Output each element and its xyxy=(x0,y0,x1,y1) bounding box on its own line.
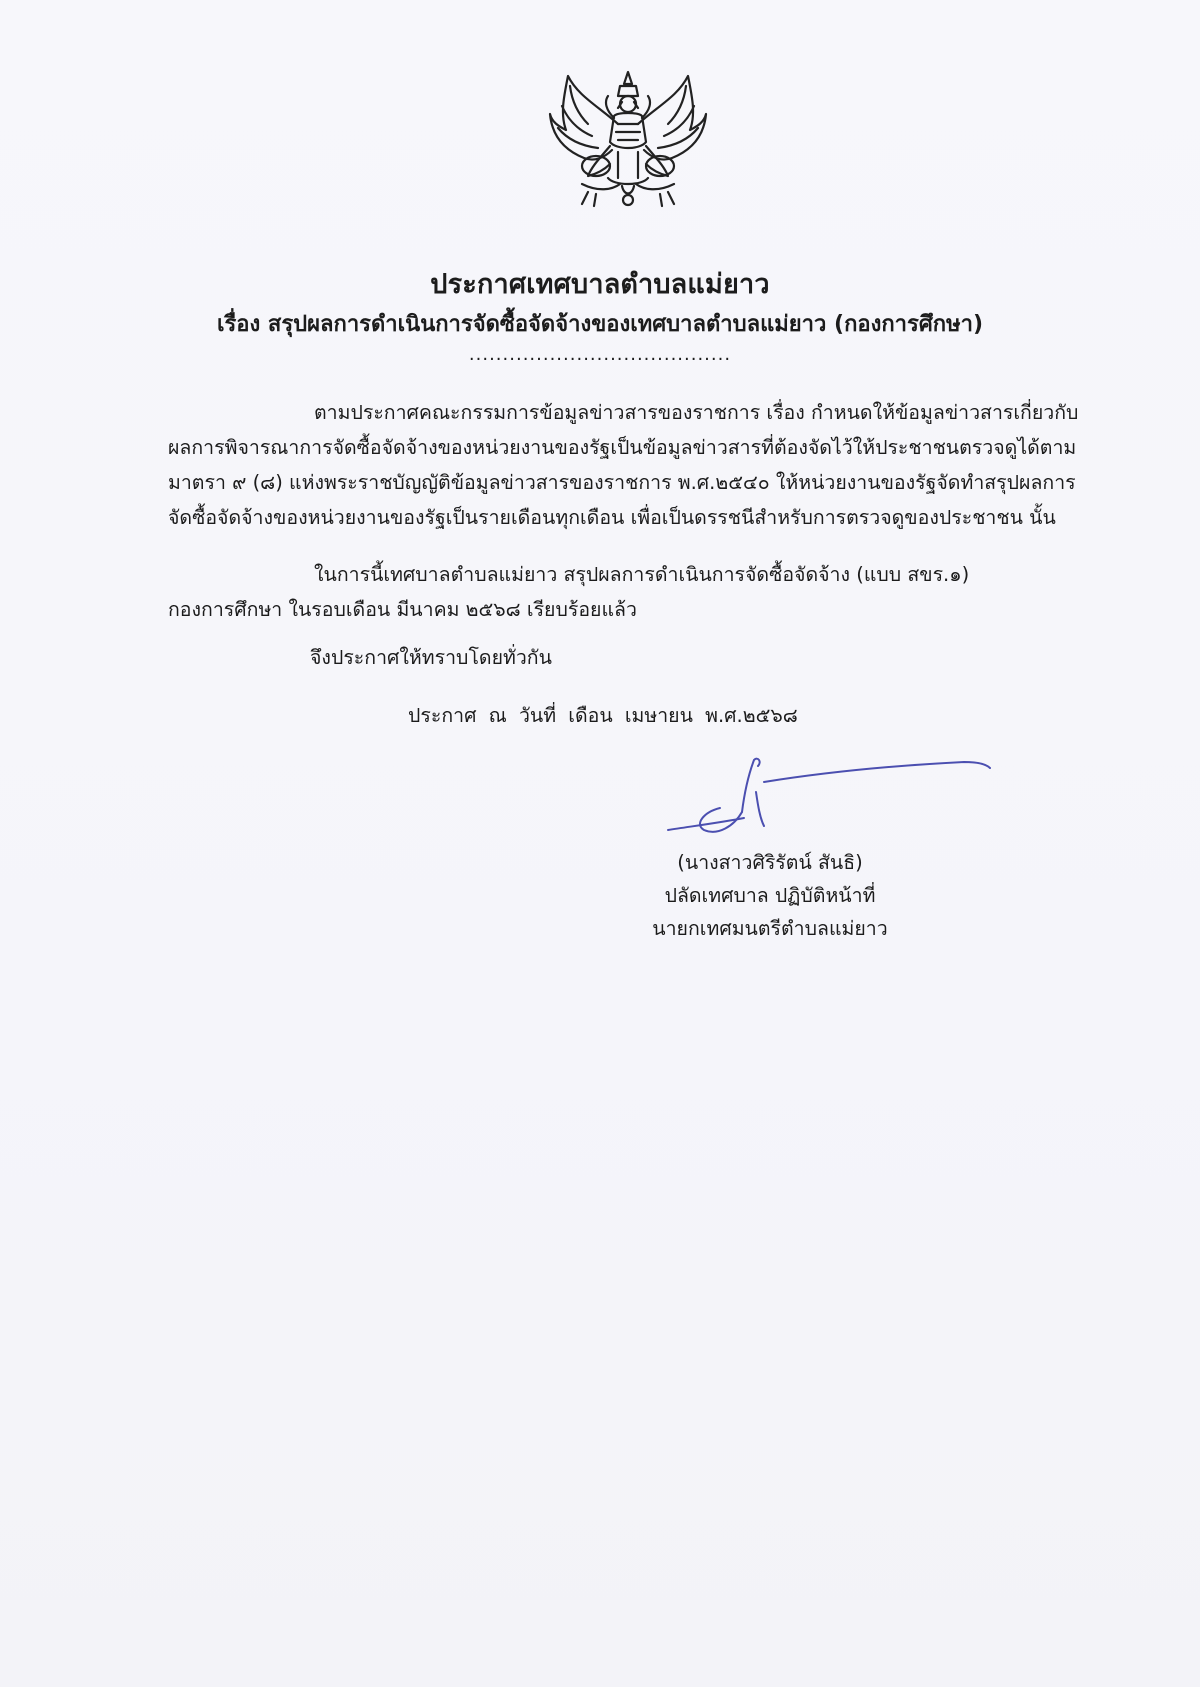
paragraph-1 xyxy=(168,395,1088,535)
announcement-title: ประกาศเทศบาลตำบลแม่ยาว xyxy=(430,269,770,300)
paragraph-2-line: ในการนี้เทศบาลตำบลแม่ยาว สรุปผลการดำเนินการจัดซื้อจัดจ้าง (แบบ สขร.๑) xyxy=(314,563,970,586)
paragraph-1-line: ผลการพิจารณาการจัดซื้อจัดจ้างของหน่วยงานของรัฐเป็นข้อมูลข่าวสารที่ต้องจัดไว้ให้ประชาชนตรวจดูได้ตาม xyxy=(168,436,1077,459)
announcement-subject: เรื่อง สรุปผลการดำเนินการจัดซื้อจัดจ้างของเทศบาลตำบลแม่ยาว (กองการศึกษา) xyxy=(216,312,984,337)
signatory-position: ปลัดเทศบาล ปฏิบัติหน้าที่ xyxy=(664,884,876,907)
paragraph-1-line: จัดซื้อจัดจ้างของหน่วยงานของรัฐเป็นรายเดือนทุกเดือน เพื่อเป็นดรรชนีสำหรับการตรวจดูของประชาชน นั้น xyxy=(168,506,1056,529)
closing-statement: จึงประกาศให้ทราบโดยทั่วกัน xyxy=(310,646,552,669)
separator-line: ....................................... xyxy=(468,344,732,365)
announcement-date: ประกาศ ณ วันที่ เดือน เมษายน พ.ศ.๒๕๖๘ xyxy=(408,704,798,727)
paragraph-2 xyxy=(168,557,1088,627)
signatory-name: (นางสาวศิริรัตน์ สันธิ) xyxy=(677,851,863,874)
signatory-position: นายกเทศมนตรีตำบลแม่ยาว xyxy=(652,917,888,940)
signatory-block xyxy=(620,846,920,945)
handwritten-signature xyxy=(664,752,994,844)
paragraph-2-line: กองการศึกษา ในรอบเดือน มีนาคม ๒๕๖๘ เรียบร้อยแล้ว xyxy=(168,598,637,621)
paragraph-1-line: ตามประกาศคณะกรรมการข้อมูลข่าวสารของราชการ เรื่อง กำหนดให้ข้อมูลข่าวสารเกี่ยวกับ xyxy=(314,401,1079,424)
garuda-emblem-icon xyxy=(548,66,708,216)
paragraph-1-line: มาตรา ๙ (๘) แห่งพระราชบัญญัติข้อมูลข่าวสารของราชการ พ.ศ.๒๕๔๐ ให้หน่วยงานของรัฐจัดทำสรุปผลการ xyxy=(168,471,1076,494)
